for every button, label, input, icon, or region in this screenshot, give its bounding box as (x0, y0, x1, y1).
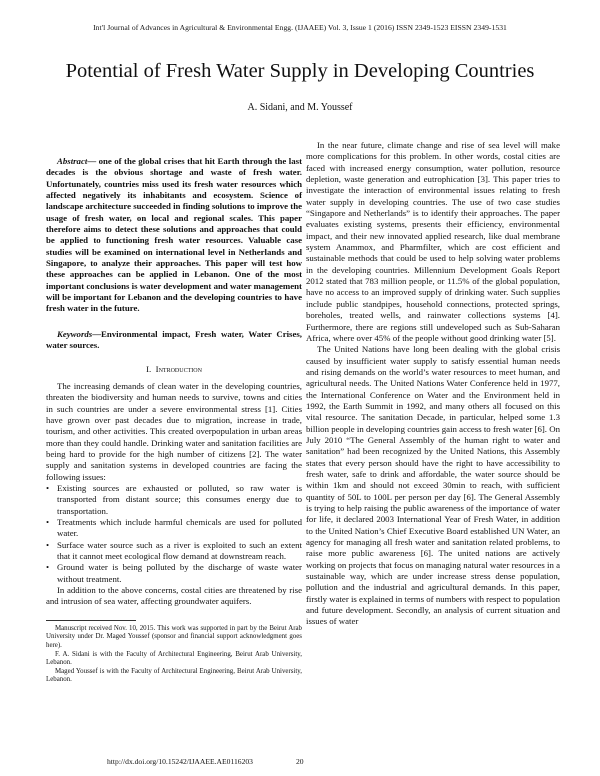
footnote-divider (46, 620, 136, 621)
section-heading-introduction (46, 364, 302, 375)
journal-header: Int'l Journal of Advances in Agricultural & Environmental Engg. (IJAAEE) Vol. 3, Issue 1 (2016) ISSN 2349-1523 EISSN 2349-1531 (93, 23, 507, 32)
section-numeral: I. (146, 363, 152, 374)
footnote: Manuscript received Nov. 10, 2015. This work was supported in part by the Beirut Arab University under Dr. Maged Youssef (sponsor and financial support acknowledgment goes here). (46, 624, 302, 649)
abstract-label: Abstract (57, 156, 88, 166)
paper-authors: A. Sidani, and M. Youssef (247, 102, 353, 113)
list-item: • Existing sources are exhausted or polluted, so raw water is transported from distant source; this consumes energy due to transportation. (46, 483, 302, 517)
abstract-text: — one of the global crises that hit Earth through the last decades is the obvious shortage and waste of fresh water. Unfortunately, countries miss used its fresh water resources which affected negatively its inhabitants and ecosystem. Science of landscape architecture succeeded in finding solutions to improve the usage of fresh water, on local and regional scales. This paper therefore aims to detect these solutions and approaches that could be applied to functioning fresh water resources. Valuable case studies will be examined on international level in Netherlands and Singapore, to analyze their approaches. This paper will test how these approaches can be applied in Lebanon. One of the most important conclusions is water development and water management will be important for Lebanon and the developing countries to have fresh water in the future. (46, 156, 302, 314)
list-item: • Ground water is being polluted by the discharge of waste water without treatment. (46, 562, 302, 585)
keywords (46, 329, 302, 352)
body-paragraph-1: In the near future, climate change and rise of sea level will make more complications for this problem. In other words, costal cities are faced with increased energy consumption, water pollution, resource depletion, waste generation and eutrophication [3]. This paper tries to investigate the interaction of environmental issues relating to fresh water supply in developing countries. The use of two case studies “Singapore and Netherlands” is to identify their approaches. The paper evaluates existing systems, presents their efficiency, environmental impact, and their new innovated applied research, like dual membrane system Anammox, and Pharmfilter, which are cost efficient and sustainable methods that could be used to help solving water problems in the developing countries. Millennium Development Goals Report 2012 stated that 783 million people, or 11.5% of the global population, have no access to an improved supply of drinking water. Such supplies include public standpipes, household connections, protected springs, boreholes, treated wells, and rainwater collections systems [4]. Furthermore, there are regions still undeveloped such as Sub-Saharan Africa, where over 45% of the people without good drinking water [5]. (306, 140, 560, 343)
intro-paragraph-1: The increasing demands of clean water in the developing countries, threaten the biodiversity and human needs to survive, towns and cities in such countries are under a severe environmental stress [1]. Cities have grown over past decades due to migration, increase in trade, tourism, and other activities. This created overpopulation in urban areas more than they could handle. Drinking water and sanitation facilities are being hard to provide for the high number of citizens [2]. The water supply and sanitation systems in developed countries are facing the following issues: (46, 380, 302, 482)
keywords-label: Keywords (57, 328, 93, 339)
list-item: • Treatments which include harmful chemicals are used for polluted water. (46, 517, 302, 540)
issues-list (46, 483, 302, 585)
intro-paragraph-2: In addition to the above concerns, costal cities are threatened by rise and intrusion of sea water, affecting groundwater aquifers. (46, 585, 302, 607)
body-paragraph-2: The United Nations have long been dealing with the global crisis caused by insufficient water supply to satisfy essential human needs and rising demands on the world’s water resources to meet human, and agricultural needs. The United Nations Water Conference held in 1977, the International Conference on Water and the Environment held in 1992, the Earth Summit in 1992, and many others all focused on this vital resource. The sanitation Decade, in particular, helped some 1.3 billion people in developing countries gain access to fresh water [6]. On July 2010 “The General Assembly of the human right to water and sanitation” had been recognized by the United Nations, this Assembly states that every person should have the right to have accessibility to fresh water, safe to drink and affordable, the water source should be within 1km and should not exceed 30min to reach, with sufficient quantity of 50L to 100L per person per day [6]. The General Assembly is trying to help raising the public awareness of the importance of water for life, it declared 2003 International Year of Fresh Water, in addition to the United Nation’s Chief Executive Board established UN Water, an agency for managing all fresh water and sanitation related problems, to raise more public awareness [6]. The united nations are actively working on projects that focus on managing natural water resources in a sustainable way, which are under increase stress dense population, pollution and the industrial and agricultural demands. In this paper, firstly water is explained in terms of numbers with respect to population and future development. Secondly, an analysis of current situation and issues of water (306, 344, 560, 627)
list-item: • Surface water source such as a river is exploited to such an extent that it cannot meet ecological flow demand at downstream reach. (46, 540, 302, 563)
page-number: 20 (296, 757, 304, 766)
doi-link[interactable]: http://dx.doi.org/10.15242/IJAAEE.AE0116203 (107, 757, 253, 766)
right-column (306, 140, 560, 628)
keywords-text: —Environmental impact, Fresh water, Water Crises, water sources. (46, 328, 302, 351)
section-title: Introduction (155, 363, 202, 374)
footnote: F. A. Sidani is with the Faculty of Architectural Engineering, Beirut Arab University, Lebanon. (46, 650, 302, 667)
footnote: Maged Youssef is with the Faculty of Architectural Engineering, Beirut Arab University, Lebanon. (46, 667, 302, 684)
left-column (46, 140, 302, 685)
abstract (46, 156, 302, 315)
paper-title: Potential of Fresh Water Supply in Developing Countries (65, 60, 535, 82)
